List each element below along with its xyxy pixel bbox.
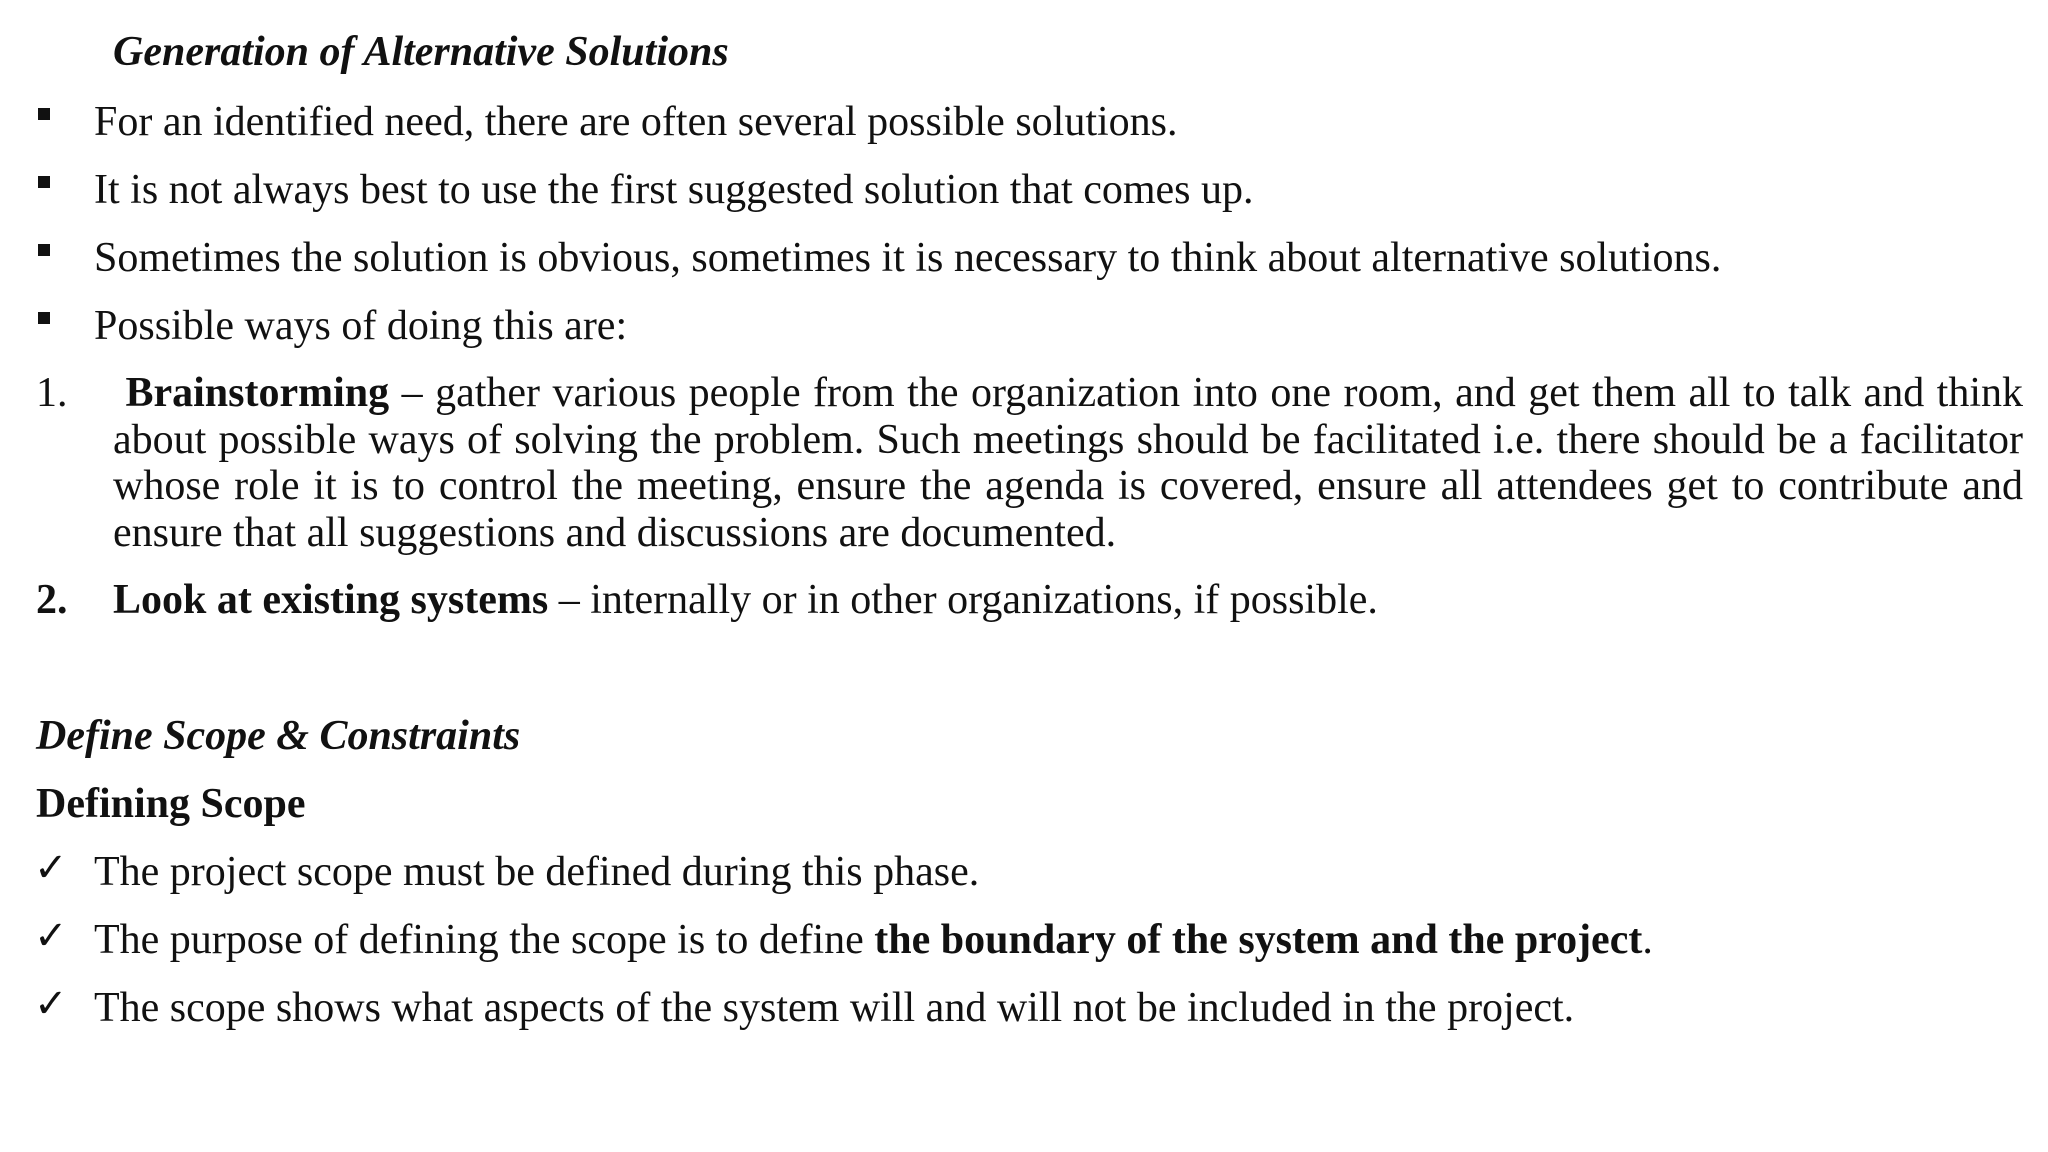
numbered-item-existing-systems bbox=[113, 577, 2023, 624]
numbered-item-lead: Look at existing systems bbox=[113, 577, 549, 623]
section-title-scope-constraints: Define Scope & Constraints bbox=[36, 713, 521, 759]
square-bullet-icon bbox=[38, 108, 50, 120]
numbered-item-text: – internally or in other organizations, if possible. bbox=[548, 577, 1378, 623]
bullet-text: Possible ways of doing this are: bbox=[94, 303, 628, 349]
check-item bbox=[0, 913, 2048, 964]
check-item bbox=[0, 981, 2048, 1032]
square-bullet-icon bbox=[38, 176, 50, 188]
checkmark-icon: ✓ bbox=[34, 845, 68, 890]
bullet-text: For an identified need, there are often several possible solutions. bbox=[94, 99, 1178, 145]
subsection-title-defining-scope: Defining Scope bbox=[36, 781, 306, 827]
numbered-item-text: – gather various people from the organization into one room, and get them all to talk and think about possible ways of solving the problem. Such meetings should be facilitated i.e. there should be a facilitator whose role it is to control the meeting, ensure the agenda is covered, ensure all attendees get to contribute and ensure that all suggestions and discussions are documented. bbox=[113, 370, 2023, 556]
checkmark-icon: ✓ bbox=[34, 913, 68, 958]
check-item bbox=[0, 845, 2048, 896]
square-bullet-icon bbox=[38, 312, 50, 324]
check-text-post: . bbox=[1642, 917, 1653, 963]
check-text: The project scope must be defined during this phase. bbox=[94, 849, 980, 895]
numbered-item-lead: Brainstorming bbox=[125, 370, 390, 416]
bullet-item bbox=[0, 302, 2048, 350]
bullet-text: Sometimes the solution is obvious, sometimes it is necessary to think about alternative solutions. bbox=[94, 235, 1722, 281]
check-text bbox=[94, 916, 1653, 964]
bullet-item bbox=[0, 234, 2048, 282]
section-title-alternative-solutions: Generation of Alternative Solutions bbox=[113, 29, 729, 75]
numbered-item-brainstorming bbox=[113, 370, 2023, 556]
bullet-item bbox=[0, 166, 2048, 214]
check-text: The scope shows what aspects of the system will and will not be included in the project. bbox=[94, 985, 1575, 1031]
check-text-pre: The purpose of defining the scope is to define bbox=[94, 917, 875, 963]
square-bullet-icon bbox=[38, 244, 50, 256]
list-number: 2. bbox=[36, 577, 68, 623]
bullet-item bbox=[0, 98, 2048, 146]
bullet-text: It is not always best to use the first suggested solution that comes up. bbox=[94, 167, 1254, 213]
check-text-bold: the boundary of the system and the project bbox=[874, 917, 1643, 963]
list-number: 1. bbox=[36, 370, 68, 416]
checkmark-icon: ✓ bbox=[34, 981, 68, 1026]
